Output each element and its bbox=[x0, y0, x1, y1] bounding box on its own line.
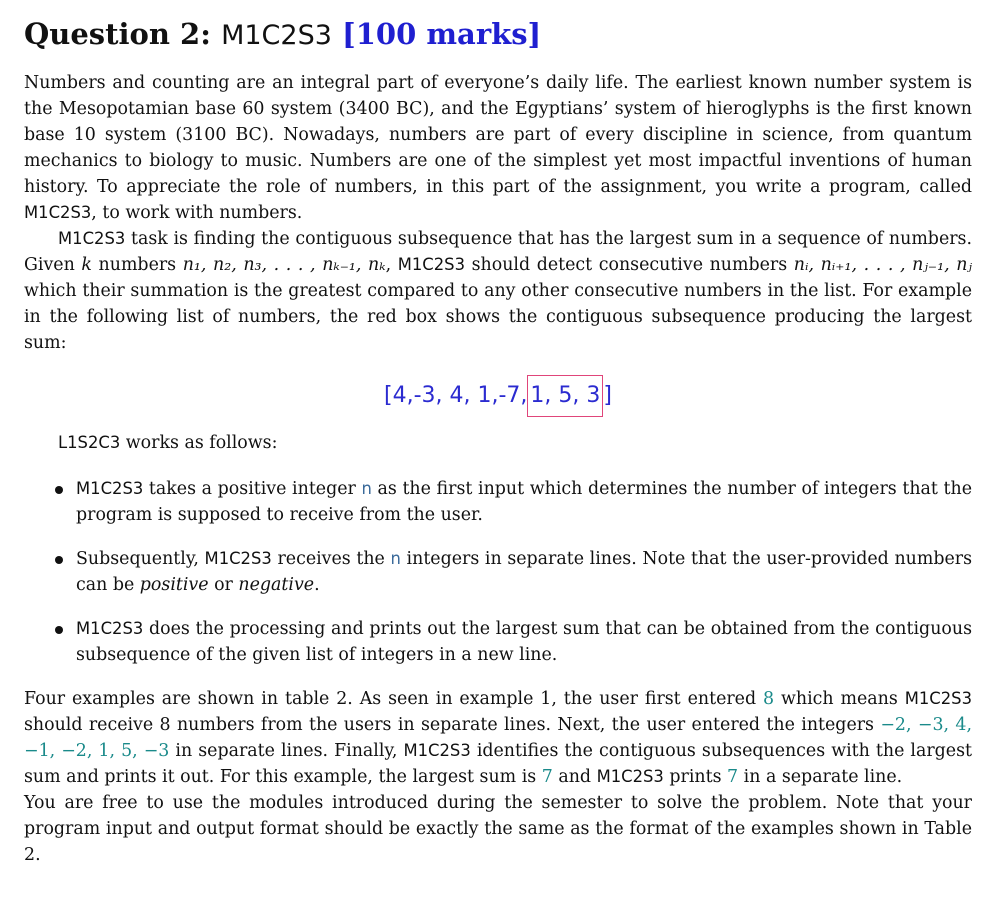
examples-text-1: Four examples are shown in table 2. As seen in example 1, the user first entered bbox=[24, 689, 764, 709]
list-before-box: [4,-3, 4, 1,-7, bbox=[384, 383, 528, 408]
question-label: Question 2: bbox=[24, 17, 211, 51]
closing-text: You are free to use the modules introduced during the semester to solve the problem. Note that your program input and output format should be exactly the same as the format of the examples shown in Table 2. bbox=[24, 793, 972, 865]
bullet-text: receives the bbox=[271, 549, 391, 569]
examples-sum: 7 bbox=[541, 767, 553, 787]
list-item bbox=[24, 546, 972, 598]
examples-text-3: should receive 8 numbers from the users in separate lines. Next, the user entered the integers bbox=[24, 715, 881, 735]
list-boxed-values: 1, 5, 3 bbox=[530, 383, 601, 408]
examples-text-6: and bbox=[552, 767, 597, 787]
examples-text-7: prints bbox=[663, 767, 728, 787]
task-program: M1C2S3 bbox=[58, 229, 126, 248]
list-closing-bracket: ] bbox=[603, 383, 612, 408]
bullet-icon bbox=[55, 626, 63, 634]
examples-text-4: in separate lines. Finally, bbox=[169, 741, 404, 761]
task-sequence-2: nᵢ, nᵢ₊₁, . . . , nⱼ₋₁, nⱼ bbox=[793, 255, 973, 275]
bullet-icon bbox=[55, 556, 63, 564]
bullet-text: does the processing and prints out the largest sum that can be obtained from the contiguous subsequence of the given list of integers in a new line. bbox=[76, 619, 972, 665]
task-text-2: numbers bbox=[91, 255, 183, 275]
list-item bbox=[24, 616, 972, 668]
bullet-negative: negative bbox=[238, 575, 315, 595]
examples-n: 8 bbox=[763, 689, 775, 709]
examples-text-8: in a separate line. bbox=[738, 767, 903, 787]
example-number-list bbox=[24, 370, 972, 422]
works-program: L1S2C3 bbox=[58, 433, 121, 452]
task-text-3: , bbox=[385, 255, 398, 275]
list-item bbox=[24, 476, 972, 528]
task-k: k bbox=[81, 255, 92, 275]
bullet-n: n bbox=[390, 549, 401, 568]
works-as-follows bbox=[58, 430, 972, 456]
bullet-program: M1C2S3 bbox=[204, 549, 272, 568]
bullet-program: M1C2S3 bbox=[76, 619, 144, 638]
intro-paragraph bbox=[24, 70, 972, 226]
closing-paragraph bbox=[24, 790, 972, 868]
bullet-n: n bbox=[361, 479, 372, 498]
bullet-icon bbox=[55, 486, 63, 494]
intro-end: , to work with numbers. bbox=[91, 203, 303, 223]
examples-text-2: which means bbox=[774, 689, 905, 709]
task-sequence: n₁, n₂, n₃, . . . , nₖ₋₁, nₖ bbox=[182, 255, 386, 275]
task-program-2: M1C2S3 bbox=[397, 255, 465, 274]
steps-list bbox=[24, 476, 972, 668]
examples-block bbox=[24, 686, 972, 868]
task-text-4: should detect consecutive numbers bbox=[465, 255, 794, 275]
marks-label: [100 marks] bbox=[342, 17, 542, 51]
examples-text-5: identifies the contiguous subsequences with the largest sum and prints it out. For this example, the largest sum is bbox=[24, 741, 972, 787]
examples-paragraph bbox=[24, 686, 972, 790]
bullet-text: or bbox=[208, 575, 239, 595]
intro-program: M1C2S3 bbox=[24, 203, 92, 222]
document-page bbox=[24, 14, 972, 868]
works-text: works as follows: bbox=[120, 433, 278, 453]
question-heading bbox=[24, 14, 972, 56]
examples-program-2: M1C2S3 bbox=[403, 741, 471, 760]
bullet-text: Subsequently, bbox=[76, 549, 205, 569]
bullet-program: M1C2S3 bbox=[76, 479, 144, 498]
bullet-positive: positive bbox=[139, 575, 209, 595]
task-text-5: which their summation is the greatest compared to any other consecutive numbers in the list. For example in the following list of numbers, the red box shows the contiguous subsequence producing the largest sum: bbox=[24, 281, 972, 353]
task-text-1: task is finding the contiguous subsequence that has the largest sum in a sequence of numbers. Given bbox=[24, 229, 972, 275]
examples-program: M1C2S3 bbox=[904, 689, 972, 708]
bullet-text: integers in separate lines. Note that the user-provided numbers can be bbox=[76, 549, 972, 595]
program-name: M1C2S3 bbox=[221, 20, 332, 51]
bullet-text: takes a positive integer bbox=[143, 479, 362, 499]
examples-program-3: M1C2S3 bbox=[596, 767, 664, 786]
bullet-text: . bbox=[314, 575, 320, 595]
examples-sum-2: 7 bbox=[727, 767, 739, 787]
examples-integers: −2, −3, 4, −1, −2, 1, 5, −3 bbox=[24, 715, 972, 761]
task-paragraph bbox=[24, 226, 972, 356]
intro-block bbox=[24, 70, 972, 356]
intro-text: Numbers and counting are an integral part of everyone’s daily life. The earliest known number system is the Mesopotamian base 60 system (3400 BC), and the Egyptians’ system of hieroglyphs is the first known base 10 system (3100 BC). Nowadays, numbers are part of every discipline in science, from quantum mechanics to biology to music. Numbers are one of the simplest yet most impactful inventions of human history. To appreciate the role of numbers, in this part of the assignment, you write a program, called bbox=[24, 73, 972, 197]
bullet-text: as the first input which determines the number of integers that the program is supposed to receive from the user. bbox=[76, 479, 973, 525]
largest-sum-box bbox=[527, 375, 603, 417]
